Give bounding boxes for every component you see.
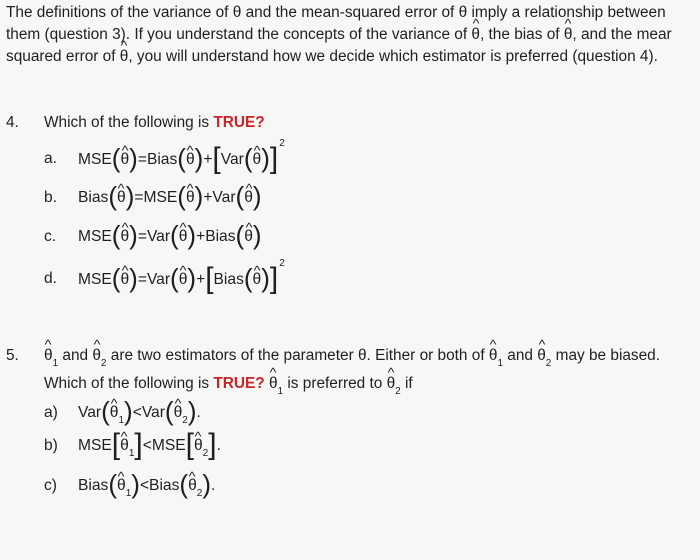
option-label: b) (44, 437, 58, 454)
formula: Bias(^ $\theta_1)<Bias(\^{}$ $\theta_2$). (78, 477, 215, 497)
theta-hat: ^ θ (564, 24, 573, 46)
formula: MSE(^ θ)=Var(^ θ)+Bias(^ θ) (78, 228, 262, 246)
theta-hat: ^ θ (471, 24, 480, 46)
option-label: a. (44, 150, 58, 167)
formula: MSE(^ θ)=Var(^ θ)+[Bias(^ θ)]$^2$ (78, 270, 284, 289)
option-label: c. (44, 228, 57, 245)
true-emphasis: TRUE? (213, 114, 265, 131)
option-label: d. (44, 270, 58, 287)
intro-line-2: them (question 3). If you understand the concepts of the variance of ^ θ, the bias of ^ θ, and the mear (6, 24, 698, 46)
formula: MSE(^ θ)=Bias(^ θ)+[Var(^ θ)]$^2$ (78, 150, 284, 169)
question-line-1: ^ $\theta_1$ and ^ $\theta_2$ are two estimators of the parameter θ. Either or both of ^ $\theta_1$ and ^ $\theta_2$ may be biased. (44, 345, 660, 373)
question-text: Which of the following is TRUE? (44, 114, 265, 131)
question-4 (6, 112, 686, 136)
option-c[interactable] (44, 469, 344, 503)
theta-hat: ^ θ (120, 46, 129, 68)
formula: Var(^ $\theta_1)<Var(\^{}$ $\theta_2$). (78, 404, 201, 424)
option-label: c) (44, 477, 57, 494)
true-emphasis: TRUE? (213, 375, 265, 393)
option-label: a) (44, 404, 58, 421)
question-5 (6, 345, 696, 398)
option-c[interactable] (44, 220, 344, 254)
option-b[interactable] (44, 181, 344, 215)
intro-line-3: squared error of ^ θ, you will understand how we decide which estimator is preferred (question 4). (6, 46, 698, 68)
option-label: b. (44, 189, 58, 206)
option-a[interactable] (44, 396, 344, 430)
question-number: 4. (6, 114, 19, 131)
theta-hat: ^ θ (233, 2, 242, 24)
option-d[interactable] (44, 258, 344, 296)
option-b[interactable] (44, 428, 344, 463)
question-line-2: Which of the following is TRUE? ^ $\theta_1$ is preferred to ^ $\theta_2$ if (44, 373, 660, 401)
formula: Bias(^ θ)=MSE(^ θ)+Var(^ θ) (78, 189, 262, 207)
theta-hat: ^ θ (459, 2, 468, 24)
formula: MSE[^ $\theta_1]<MSE[\^{}$ $\theta_2$]. (78, 437, 221, 457)
question-text (44, 345, 660, 401)
intro-line-1: The definitions of the variance of ^ θ and the mean-squared error of ^ θ imply a relationship between (6, 2, 698, 24)
question-number: 5. (6, 347, 19, 364)
intro-paragraph (6, 2, 698, 68)
option-a[interactable] (44, 138, 344, 176)
